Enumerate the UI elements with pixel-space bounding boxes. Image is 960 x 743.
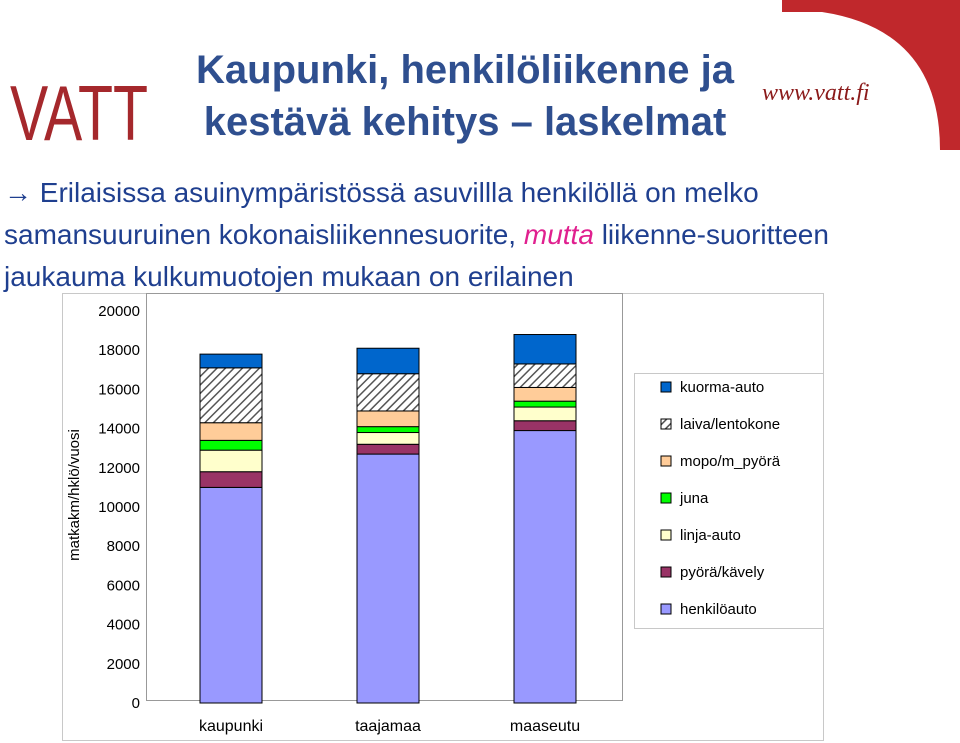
corner-decoration: [782, 0, 960, 150]
legend-label: juna: [680, 490, 709, 507]
y-tick-label: 12000: [98, 459, 140, 477]
legend-label: henkilöauto: [680, 601, 757, 618]
y-tick-label: 6000: [106, 577, 140, 595]
y-tick-label: 16000: [98, 381, 140, 399]
arrow-icon: →: [4, 177, 32, 208]
y-tick-label: 2000: [106, 655, 140, 673]
bar-segment-py-r-k-vely-taajamaa: [357, 444, 419, 454]
bar-segment-juna-kaupunki: [200, 440, 262, 450]
bar-segment-linja-auto-maaseutu: [514, 407, 576, 421]
legend-swatch: [661, 567, 671, 577]
bar-segment-mopo-m-py-r--taajamaa: [357, 411, 419, 427]
bar-segment-kuorma-auto-kaupunki: [200, 354, 262, 368]
logo-text: VATT: [10, 69, 148, 157]
page-title-line-2: kestävä kehitys – laskelmat: [203, 100, 727, 144]
bar-segment-linja-auto-kaupunki: [200, 450, 262, 472]
bullet-text: [4, 172, 954, 298]
legend-swatch: [661, 493, 671, 503]
bar-segment-kuorma-auto-taajamaa: [357, 348, 419, 373]
bar-segment-laiva-lentokone-taajamaa: [357, 374, 419, 411]
bar-segment-henkil-auto-kaupunki: [200, 487, 262, 703]
legend-swatch: [661, 530, 671, 540]
bullet-text-before: Erilaisissa asuinympäristössä asuvillla henkilöllä on melko samansuuruinen kokonaisliikennesuorite,: [4, 177, 759, 250]
bar-segment-py-r-k-vely-kaupunki: [200, 472, 262, 488]
stacked-bar-chart: [62, 293, 824, 741]
y-axis-label: matkakm/hklö/vuosi: [66, 429, 83, 561]
bar-segment-linja-auto-taajamaa: [357, 433, 419, 445]
y-tick-label: 0: [131, 695, 140, 712]
y-tick-label: 10000: [98, 499, 140, 516]
legend-swatch: [661, 382, 671, 392]
legend-swatch: [661, 419, 671, 429]
bar-segment-laiva-lentokone-kaupunki: [200, 368, 262, 423]
legend-label: mopo/m_pyörä: [680, 453, 781, 470]
bar-segment-henkil-auto-taajamaa: [357, 454, 419, 703]
x-tick-label: kaupunki: [198, 718, 264, 735]
x-tick-label: maaseutu: [509, 718, 581, 735]
bar-segment-mopo-m-py-r--maaseutu: [514, 387, 576, 401]
bar-segment-mopo-m-py-r--kaupunki: [200, 423, 262, 441]
y-tick-label: 8000: [106, 538, 140, 556]
y-tick-label: 14000: [98, 420, 140, 438]
legend-swatch: [661, 456, 671, 466]
legend-label: pyörä/kävely: [680, 564, 765, 581]
bullet-highlight: mutta: [523, 219, 594, 250]
bullet-text-after: liikenne-suoritteen jaukauma kulkumuotojen mukaan on erilainen: [4, 219, 829, 292]
page-title-line-1: Kaupunki, henkilöliikenne ja: [196, 48, 734, 92]
bar-segment-kuorma-auto-maaseutu: [514, 335, 576, 364]
bar-segment-laiva-lentokone-maaseutu: [514, 364, 576, 388]
legend-swatch: [661, 604, 671, 614]
legend-label: linja-auto: [680, 527, 741, 544]
bar-segment-juna-taajamaa: [357, 427, 419, 433]
y-tick-label: 4000: [106, 616, 140, 634]
legend-label: laiva/lentokone: [680, 416, 781, 433]
y-tick-label: 20000: [98, 303, 140, 320]
y-tick-label: 18000: [98, 342, 140, 360]
website-link[interactable]: www.vatt.fi: [762, 80, 870, 106]
bar-segment-juna-maaseutu: [514, 401, 576, 407]
bar-segment-henkil-auto-maaseutu: [514, 431, 576, 703]
x-tick-label: taajamaa: [355, 718, 421, 735]
bar-segment-py-r-k-vely-maaseutu: [514, 421, 576, 431]
vatt-logo: [8, 69, 153, 157]
legend-label: kuorma-auto: [680, 379, 765, 396]
